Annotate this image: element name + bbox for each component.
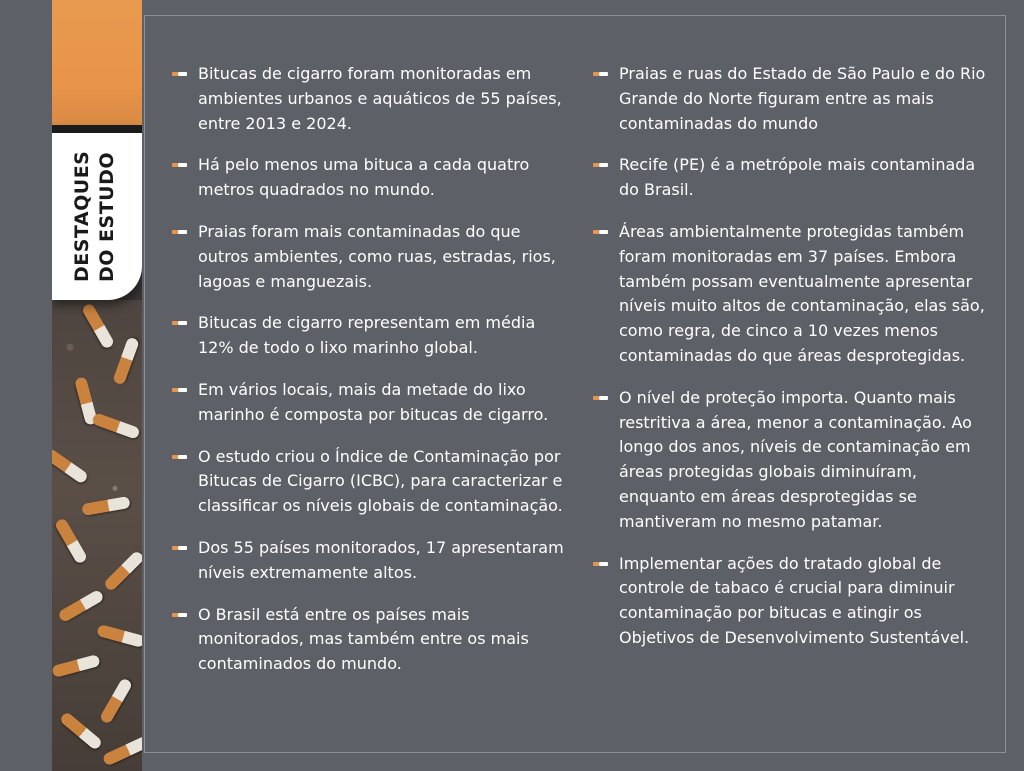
- sidebar-strip: [52, 0, 142, 771]
- list-item: [593, 153, 991, 203]
- list-item-text: Implementar ações do tratado global de controle de tabaco é crucial para diminuir contaminação por bitucas e atingir os Objetivos de Desenvolvimento Sustentável.: [619, 553, 970, 647]
- list-item-text: Praias foram mais contaminadas do que outros ambientes, como ruas, estradas, rios, lagoas e manguezais.: [198, 221, 556, 291]
- list-item-text: Dos 55 países monitorados, 17 apresentaram níveis extremamente altos.: [198, 537, 564, 582]
- list-item-text: Bitucas de cigarro representam em média 12% de todo o lixo marinho global.: [198, 313, 536, 358]
- sidebar-title-line2: DO ESTUDO: [96, 151, 118, 282]
- list-item: [593, 220, 991, 369]
- cigarette-icon: [172, 386, 188, 394]
- cigarette-filter-band: [52, 0, 142, 125]
- list-item: [172, 62, 567, 136]
- list-item-text: O estudo criou o Índice de Contaminação por Bitucas de Cigarro (ICBC), para caracterizar e classificar os níveis globais de contaminação.: [198, 446, 563, 516]
- list-item: [172, 378, 567, 428]
- left-column: [172, 62, 567, 677]
- cigarette-icon: [172, 319, 188, 327]
- list-item-text: Bitucas de cigarro foram monitoradas em ambientes urbanos e aquáticos de 55 países, entre 2013 e 2024.: [198, 64, 562, 133]
- list-item: [172, 536, 567, 586]
- list-item-text: O nível de proteção importa. Quanto mais restritiva a área, menor a contaminação. Ao longo dos anos, níveis de contaminação em áreas protegidas globais diminuíram, enquanto em áreas desprotegidas se mantiveram no mesmo patamar.: [619, 387, 972, 531]
- cigarette-icon: [593, 161, 609, 169]
- cigarette-icon: [172, 453, 188, 461]
- list-item-text: Áreas ambientalmente protegidas também foram monitoradas em 37 países. Embora também possam eventualmente apresentar níveis muito altos de contaminação, elas são, como regra, de cinco a 10 vezes menos contaminadas do que áreas desprotegidas.: [619, 221, 985, 365]
- sidebar-title-line1: DESTAQUES: [71, 150, 93, 282]
- sidebar-title: [70, 122, 120, 282]
- list-item-text: Em vários locais, mais da metade do lixo marinho é composta por bitucas de cigarro.: [198, 379, 549, 424]
- cigarette-icon: [593, 70, 609, 78]
- cigarette-icon: [172, 161, 188, 169]
- right-column: [593, 62, 991, 651]
- cigarette-icon: [172, 611, 188, 619]
- list-item: [593, 386, 991, 535]
- list-item: [172, 153, 567, 203]
- cigarette-icon: [593, 228, 609, 236]
- cigarette-icon: [172, 228, 188, 236]
- cigarette-icon: [593, 560, 609, 568]
- list-item: [172, 220, 567, 294]
- list-item-text: Há pelo menos uma bituca a cada quatro metros quadrados no mundo.: [198, 155, 530, 200]
- cigarette-icon: [172, 544, 188, 552]
- list-item-text: O Brasil está entre os países mais monitorados, mas também entre os mais contaminados do mundo.: [198, 604, 529, 674]
- list-item: [172, 311, 567, 361]
- cigarette-butts-photo: [52, 300, 142, 771]
- cigarette-icon: [593, 394, 609, 402]
- list-item: [172, 603, 567, 677]
- list-item-text: Recife (PE) é a metrópole mais contaminada do Brasil.: [619, 155, 976, 200]
- list-item: [593, 552, 991, 651]
- list-item: [172, 445, 567, 519]
- cigarette-icon: [172, 70, 188, 78]
- list-item-text: Praias e ruas do Estado de São Paulo e do Rio Grande do Norte figuram entre as mais contaminadas do mundo: [619, 64, 986, 133]
- list-item: [593, 62, 991, 136]
